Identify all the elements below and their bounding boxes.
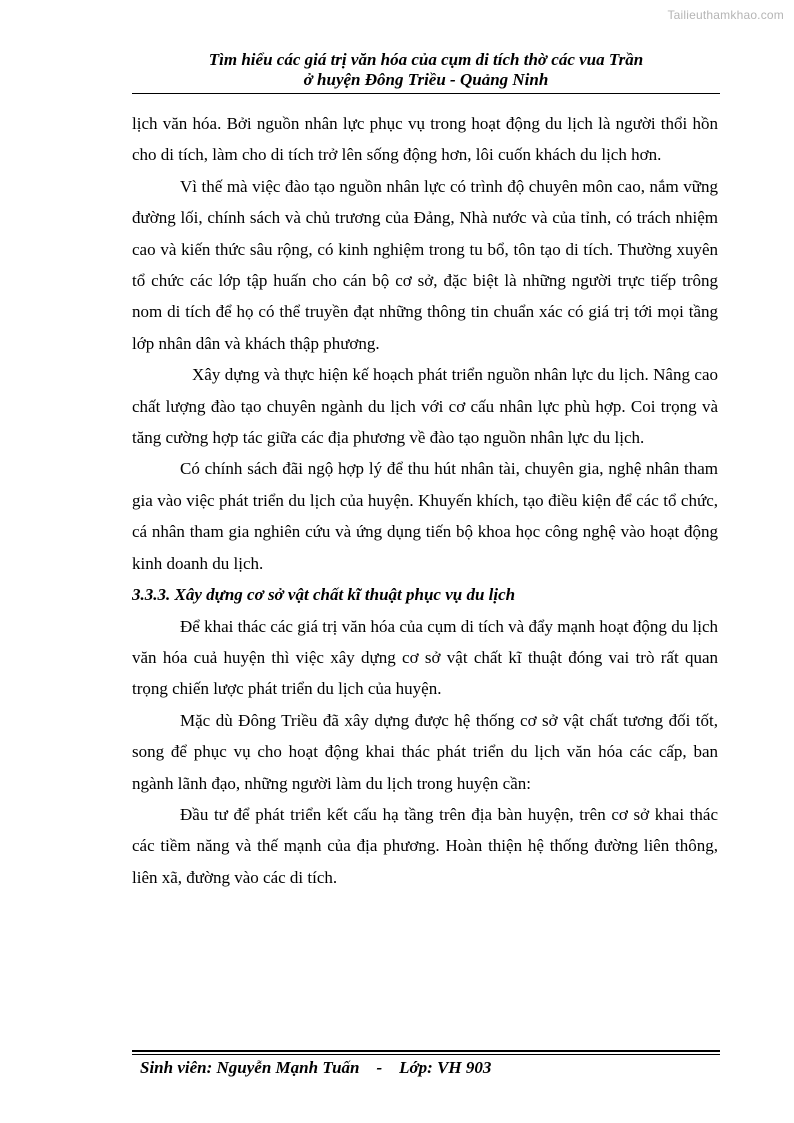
paragraph-infrastructure: Để khai thác các giá trị văn hóa của cụm di tích và đẩy mạnh hoạt động du lịch văn hóa cuả huyện thì việc xây dựng cơ sở vật chất kĩ thuật đóng vai trò rất quan trọng chiến lược phát triển du lịch của huyện. [132,616,718,699]
section-heading: 3.3.3. Xây dựng cơ sở vật chất kĩ thuật phục vụ du lịch [132,585,516,605]
document-body [132,108,718,893]
page-header [132,50,720,90]
header-title-line2: ở huyện Đông Triều - Quảng Ninh [303,70,549,89]
footer-student: Sinh viên: Nguyễn Mạnh Tuấn [140,1058,360,1077]
footer-divider-thin [132,1054,720,1055]
paragraph-training: Vì thế mà việc đào tạo nguồn nhân lực có trình độ chuyên môn cao, nắm vững đường lối, chính sách và chủ trương của Đảng, Nhà nước và của tỉnh, có trách nhiệm cao và kiến thức sâu rộng, có kinh nghiệm trong tu bổ, tôn tạo di tích. Thường xuyên tổ chức các lớp tập huấn cho cán bộ cơ sở, đặc biệt là những người trực tiếp trông nom di tích để họ có thể truyền đạt những thông tin chuẩn xác có giá trị tới mọi tầng lớp nhân dân và khách thập phương. [132,176,718,353]
footer-separator: - [376,1058,383,1077]
paragraph-continued: lịch văn hóa. Bởi nguồn nhân lực phục vụ trong hoạt động du lịch là người thổi hồn cho di tích, làm cho di tích trở lên sống động hơn, lôi cuốn khách du lịch hơn. [132,114,718,165]
header-title-line1: Tìm hiểu các giá trị văn hóa của cụm di tích thờ các vua Trần [208,50,644,69]
footer-divider-thick [132,1050,720,1052]
paragraph-policy: Có chính sách đãi ngộ hợp lý để thu hút nhân tài, chuyên gia, nghệ nhân tham gia vào việc phát triển du lịch của huyện. Khuyến khích, tạo điều kiện để các tổ chức, cá nhân tham gia nghiên cứu và ứng dụng tiến bộ khoa học công nghệ vào hoạt động kinh doanh du lịch. [132,459,718,573]
page-footer [140,1057,491,1079]
watermark-text: Tailieuthamkhao.com [667,8,784,22]
paragraph-investment: Đầu tư để phát triển kết cấu hạ tầng trên địa bàn huyện, trên cơ sở khai thác các tiềm năng và thế mạnh của địa phương. Hoàn thiện hệ thống đường liên thông, liên xã, đường vào các di tích. [132,804,718,887]
paragraph-despite: Mặc dù Đông Triều đã xây dựng được hệ thống cơ sở vật chất tương đối tốt, song để phục vụ cho hoạt động khai thác phát triển du lịch văn hóa các cấp, ban ngành lãnh đạo, những người làm du lịch trong huyện cần: [132,710,718,793]
footer-class: Lớp: VH 903 [399,1058,492,1077]
paragraph-plan: Xây dựng và thực hiện kế hoạch phát triển nguồn nhân lực du lịch. Nâng cao chất lượng đào tạo chuyên ngành du lịch với cơ cấu nhân lực phù hợp. Coi trọng và tăng cường hợp tác giữa các địa phương về đào tạo nguồn nhân lực du lịch. [132,365,718,448]
header-divider [132,93,720,94]
